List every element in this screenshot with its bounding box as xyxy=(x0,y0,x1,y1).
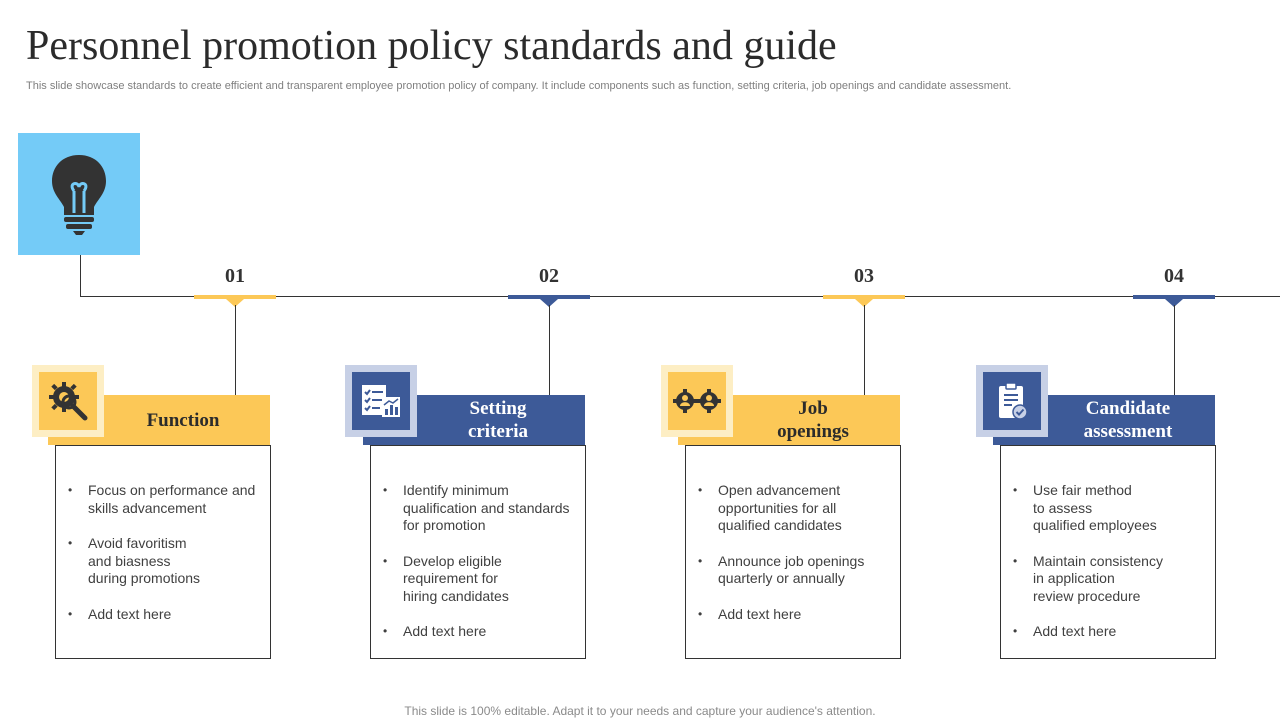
step-drop-line xyxy=(1174,305,1175,395)
step-heading: Setting criteria xyxy=(467,398,529,442)
footer-note: This slide is 100% editable. Adapt it to your needs and capture your audience's attention. xyxy=(404,704,876,718)
step-card-setting-criteria xyxy=(370,445,586,659)
bullet-item: • Add text here xyxy=(718,606,894,624)
step-number: 02 xyxy=(539,265,559,287)
step-drop-line xyxy=(235,305,236,395)
bullet-list xyxy=(371,446,585,641)
page-title: Personnel promotion policy standards and guide xyxy=(26,23,837,69)
icon-tile xyxy=(976,365,1048,437)
step-drop-line xyxy=(549,305,550,395)
step-card-job-openings xyxy=(685,445,901,659)
step-card-function xyxy=(55,445,271,659)
checklist-chart-icon xyxy=(360,383,402,419)
step-card-candidate-assessment xyxy=(1000,445,1216,659)
bullet-list xyxy=(686,446,900,623)
step-heading: Job openings xyxy=(777,398,849,442)
icon-tile xyxy=(661,365,733,437)
bullet-item: • Focus on performance and skills advancement xyxy=(88,482,264,517)
page-subtitle: This slide showcase standards to create efficient and transparent employee promotion policy of company. It include components such as function, setting criteria, job openings and candidate assessment. xyxy=(26,80,1012,92)
icon-tile xyxy=(32,365,104,437)
clipboard-check-icon xyxy=(996,381,1028,421)
step-number: 04 xyxy=(1164,265,1184,287)
icon-tile xyxy=(345,365,417,437)
connector-line xyxy=(80,255,81,297)
bullet-item: • Use fair method to assess qualified employees xyxy=(1033,482,1209,535)
bullet-item: • Avoid favoritism and biasness during promotions xyxy=(88,535,264,588)
step-number: 03 xyxy=(854,265,874,287)
step-number: 01 xyxy=(225,265,245,287)
step-heading: Function xyxy=(146,409,220,431)
bullet-list xyxy=(56,446,270,623)
step-drop-line xyxy=(864,305,865,395)
step-heading: Candidate assessment xyxy=(1083,398,1173,442)
people-gears-icon xyxy=(673,386,721,416)
bullet-item: • Develop eligible requirement for hiring candidates xyxy=(403,553,579,606)
bullet-item: • Open advancement opportunities for all qualified candidates xyxy=(718,482,894,535)
bullet-item: • Maintain consistency in application review procedure xyxy=(1033,553,1209,606)
bullet-item: • Add text here xyxy=(403,623,579,641)
lightbulb-tile xyxy=(18,133,140,255)
bullet-item: • Identify minimum qualification and standards for promotion xyxy=(403,482,579,535)
gear-search-icon xyxy=(47,380,89,422)
bullet-list xyxy=(1001,446,1215,641)
bullet-item: • Add text here xyxy=(88,606,264,624)
bullet-item: • Add text here xyxy=(1033,623,1209,641)
bullet-item: • Announce job openings quarterly or annually xyxy=(718,553,894,588)
lightbulb-icon xyxy=(48,153,110,235)
